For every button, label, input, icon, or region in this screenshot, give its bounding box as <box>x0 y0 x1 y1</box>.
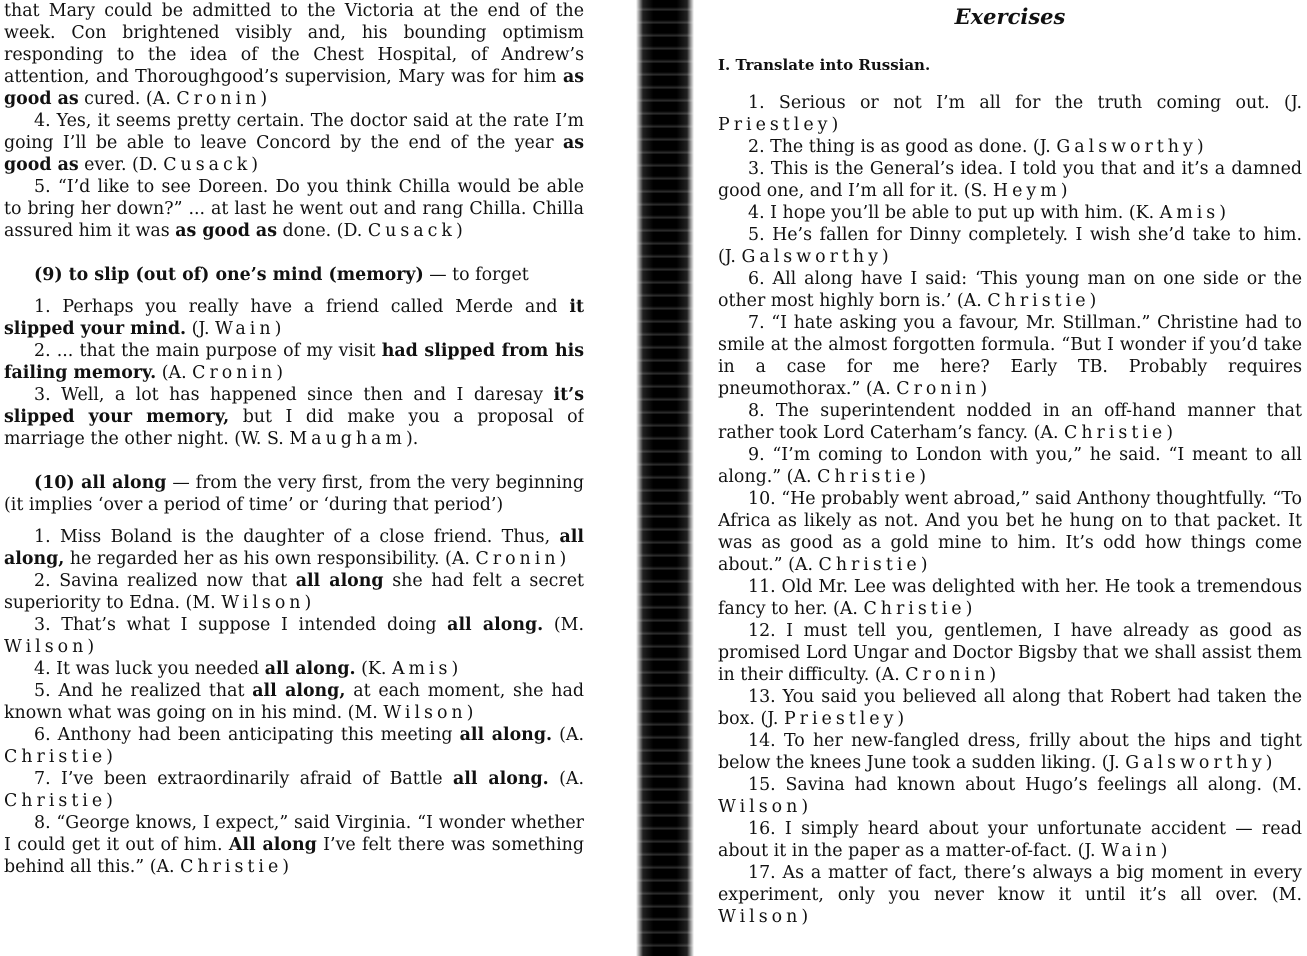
exercise-item <box>718 730 1302 774</box>
exercise-close: ) <box>980 379 988 399</box>
exercise-author: Heym <box>992 181 1061 201</box>
exercise-item <box>718 444 1302 488</box>
exercise-text: 7. “I hate asking you a favour, Mr. Stillman.” Christine had to smile at the almost forgotten formula. “But I wonder if you’d take in a case for me here? Early TB. Probably requires pneumothorax.” (A. <box>718 313 1302 399</box>
exercise-text: 12. I must tell you, gentlemen, I have already as good as promised Lord Ungar and Doctor Bigsby that we shall assist them in their difficulty. (A. <box>718 621 1302 685</box>
exercise-text: 3. This is the General’s idea. I told you that and it’s a damned good one, and I’m all for it. (S. <box>718 159 1302 201</box>
exercise-item <box>718 158 1302 202</box>
example-10-2: 2. Savina realized now that all along she had felt a secret superiority to Edna. (M. Wilson) <box>4 571 584 613</box>
exercise-list <box>718 92 1302 928</box>
exercise-text: 2. The thing is as good as done. (J. <box>748 137 1057 157</box>
exercise-close: ) <box>801 797 809 817</box>
exercise-author: Cronin <box>896 379 981 399</box>
exercise-text: 16. I simply heard about your unfortunate accident — read about it in the paper as a matter-of-fact. (J. <box>718 819 1302 861</box>
exercise-item <box>718 488 1302 576</box>
exercise-item <box>718 686 1302 730</box>
exercise-author: Priestley <box>783 709 898 729</box>
exercise-close: ) <box>1196 137 1204 157</box>
exercise-author: Priestley <box>718 115 832 135</box>
left-page <box>4 0 584 956</box>
exercise-close: ) <box>1060 181 1068 201</box>
book-gutter-grain <box>630 0 702 956</box>
exercises-title: Exercises <box>954 4 1066 29</box>
exercise-author: Galsworthy <box>1125 753 1266 773</box>
exercise-close: ) <box>1089 291 1097 311</box>
exercise-author: Christie <box>818 555 921 575</box>
paragraph-continued: that Mary could be admitted to the Victoria at the end of the week. Con brightened visibly and, his bounding optimism responding to the idea of the Chest Hospital, of Andrew’s attention, and Thoroughgood’s supervision, Mary was for him as good as cured. (A. Cronin) <box>4 1 584 109</box>
exercise-text: 1. Serious or not I’m all for the truth coming out. (J. <box>748 93 1302 113</box>
exercise-author: Christie <box>987 291 1090 311</box>
exercise-item <box>718 620 1302 686</box>
exercise-close: ) <box>881 247 889 267</box>
exercise-author: Amis <box>1159 203 1220 223</box>
exercise-close: ) <box>1160 841 1168 861</box>
exercise-close: ) <box>1166 423 1173 443</box>
idiom-heading-10: (10) all along — from the very first, from the very beginning (it implies ‘over a period of time’ or ‘during that period’) <box>4 473 584 515</box>
exercise-close: ) <box>831 115 839 135</box>
exercise-item <box>718 312 1302 400</box>
exercise-author: Christie <box>863 599 966 619</box>
exercise-text: 15. Savina had known about Hugo’s feelings all along. (M. <box>748 775 1302 795</box>
exercise-author: Cronin <box>905 665 990 685</box>
example-10-5: 5. And he realized that all along, at each moment, she had known what was going on in his mind. (M. Wilson) <box>4 681 584 723</box>
example-10-6: 6. Anthony had been anticipating this meeting all along. (A. Christie) <box>4 725 584 767</box>
exercise-item <box>718 268 1302 312</box>
exercise-item <box>718 774 1302 818</box>
exercise-author: Christie <box>817 467 920 487</box>
exercise-text: 10. “He probably went abroad,” said Anthony thoughtfully. “To Africa as likely as not. And you bet he hung on to that packet. It was as good as a gold mine to him. It’s odd how things come about.” (A. <box>718 489 1302 575</box>
exercise-item <box>718 400 1302 444</box>
exercise-author: Galsworthy <box>1056 137 1197 157</box>
example-10-4: 4. It was luck you needed all along. (K. Amis) <box>34 659 459 679</box>
exercise-item <box>718 92 1302 136</box>
example-10-1: 1. Miss Boland is the daughter of a close friend. Thus, all along, he regarded her as his own responsibility. (A. Cronin) <box>4 527 584 569</box>
exercise-close: ) <box>919 467 927 487</box>
exercise-author: Christie <box>1064 423 1167 443</box>
exercise-text: 11. Old Mr. Lee was delighted with her. He took a tremendous fancy to her. (A. <box>718 577 1302 619</box>
exercise-author: Wilson <box>718 907 802 927</box>
exercise-author: Galsworthy <box>741 247 882 267</box>
exercise-item <box>718 576 1302 620</box>
exercise-text: 4. I hope you’ll be able to put up with him. (K. <box>748 203 1160 223</box>
example-5: 5. “I’d like to see Doreen. Do you think Chilla would be able to bring her down?” ... at last he went out and rang Chilla. Chilla assured him it was as good as done. (D. Cusack) <box>4 177 584 241</box>
exercise-text: 5. He’s fallen for Dinny completely. I wish she’d take to him. (J. <box>718 225 1302 267</box>
exercise-item <box>718 818 1302 862</box>
exercise-close: ) <box>801 907 809 927</box>
exercise-item <box>718 862 1302 928</box>
exercise-item <box>718 224 1302 268</box>
exercise-close: ) <box>965 599 973 619</box>
example-9-3: 3. Well, a lot has happened since then and I daresay it’s slipped your memory, but I did make you a proposal of marriage the other night. (W. S. Maugham). <box>4 385 584 449</box>
exercise-item <box>718 202 1302 224</box>
exercise-close: ) <box>1265 753 1273 773</box>
exercise-close: ) <box>989 665 997 685</box>
example-9-2: 2. ... that the main purpose of my visit had slipped from his failing memory. (A. Cronin) <box>4 341 584 383</box>
exercise-text: 14. To her new-fangled dress, frilly about the hips and tight below the knees June took a sudden liking. (J. <box>718 731 1302 773</box>
exercise-text: 9. “I’m coming to London with you,” he said. “I meant to all along.” (A. <box>718 445 1302 487</box>
exercise-author: Wain <box>1101 841 1161 861</box>
example-10-7: 7. I’ve been extraordinarily afraid of Battle all along. (A. Christie) <box>4 769 584 811</box>
exercise-text: 13. You said you believed all along that Robert had taken the box. (J. <box>718 687 1302 729</box>
section-heading: I. Translate into Russian. <box>718 56 931 74</box>
exercise-text: 8. The superintendent nodded in an off-hand manner that rather took Lord Caterham’s fancy. (A. <box>718 401 1302 443</box>
exercise-item <box>718 136 1302 158</box>
exercise-text: 6. All along have I said: ‘This young man on one side or the other most highly born is.’ (A. <box>718 269 1302 311</box>
exercise-close: ) <box>1219 203 1226 223</box>
example-4: 4. Yes, it seems pretty certain. The doctor said at the rate I’m going I’ll be able to leave Concord by the end of the year as good as ever. (D. Cusack) <box>4 111 584 175</box>
example-10-3: 3. That’s what I suppose I intended doing all along. (M. Wilson) <box>4 615 584 657</box>
example-9-1: 1. Perhaps you really have a friend called Merde and it slipped your mind. (J. Wain) <box>4 297 584 339</box>
exercise-close: ) <box>920 555 928 575</box>
idiom-heading-9: (9) to slip (out of) one’s mind (memory) — to forget <box>34 265 529 285</box>
exercise-text: 17. As a matter of fact, there’s always a big moment in every experiment, only you never know it until it’s all over. (M. <box>718 863 1302 905</box>
exercise-author: Wilson <box>718 797 802 817</box>
exercise-close: ) <box>897 709 905 729</box>
example-10-8: 8. “George knows, I expect,” said Virginia. “I wonder whether I could get it out of him. All along I’ve felt there was something behind all this.” (A. Christie) <box>4 813 584 877</box>
right-page <box>718 0 1302 956</box>
